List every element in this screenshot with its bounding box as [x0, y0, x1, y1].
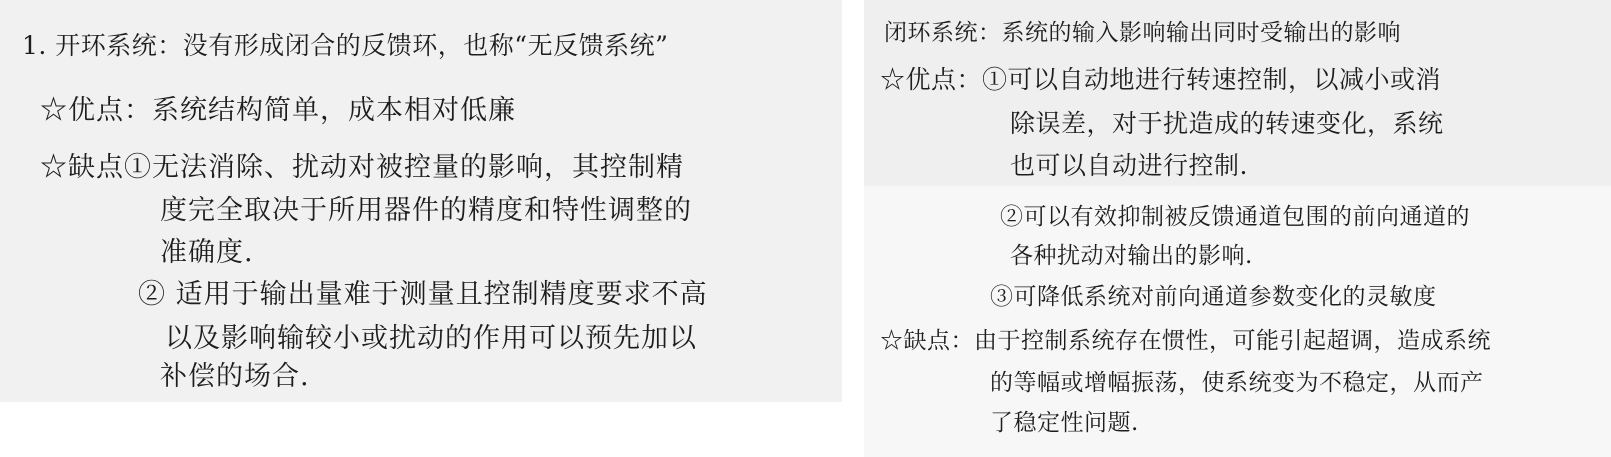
- open-loop-definition: 1. 开环系统：没有形成闭合的反馈环，也称“无反馈系统”: [22, 31, 669, 60]
- closed-loop-advantage-5: 各种扰动对输出的影响.: [1010, 243, 1253, 269]
- open-loop-disadvantage-6: 补偿的场合.: [160, 361, 310, 392]
- closed-loop-definition: 闭环系统：系统的输入影响输出同时受输出的影响: [884, 20, 1401, 46]
- closed-loop-disadvantage-2: 的等幅或增幅振荡，使系统变为不稳定，从而产: [990, 370, 1484, 396]
- open-loop-disadvantage-1: ☆缺点①无法消除、扰动对被控量的影响，其控制精: [40, 152, 684, 183]
- closed-loop-advantage-3: 也可以自动进行控制.: [1010, 151, 1248, 180]
- closed-loop-advantage-1: ☆优点：①可以自动地进行转速控制，以减小或消: [880, 65, 1442, 94]
- closed-loop-disadvantage-1: ☆缺点：由于控制系统存在惯性，可能引起超调，造成系统: [880, 328, 1491, 354]
- closed-loop-advantage-2: 除误差，对于扰造成的转速变化，系统: [1010, 109, 1444, 138]
- open-loop-disadvantage-3: 准确度.: [160, 237, 254, 268]
- open-loop-disadvantage-2: 度完全取决于所用器件的精度和特性调整的: [160, 195, 692, 226]
- closed-loop-advantage-4: ②可以有效抑制被反馈通道包围的前向通道的: [1000, 204, 1470, 230]
- open-loop-disadvantage-4: ② 适用于输出量难于测量且控制精度要求不高: [138, 279, 708, 310]
- closed-loop-advantage-6: ③可降低系统对前向通道参数变化的灵敏度: [990, 284, 1437, 310]
- open-loop-disadvantage-5: 以及影响输较小或扰动的作用可以预先加以: [165, 323, 697, 354]
- closed-loop-disadvantage-3: 了稳定性问题.: [990, 410, 1139, 436]
- open-loop-advantages: ☆优点：系统结构简单，成本相对低廉: [40, 95, 516, 126]
